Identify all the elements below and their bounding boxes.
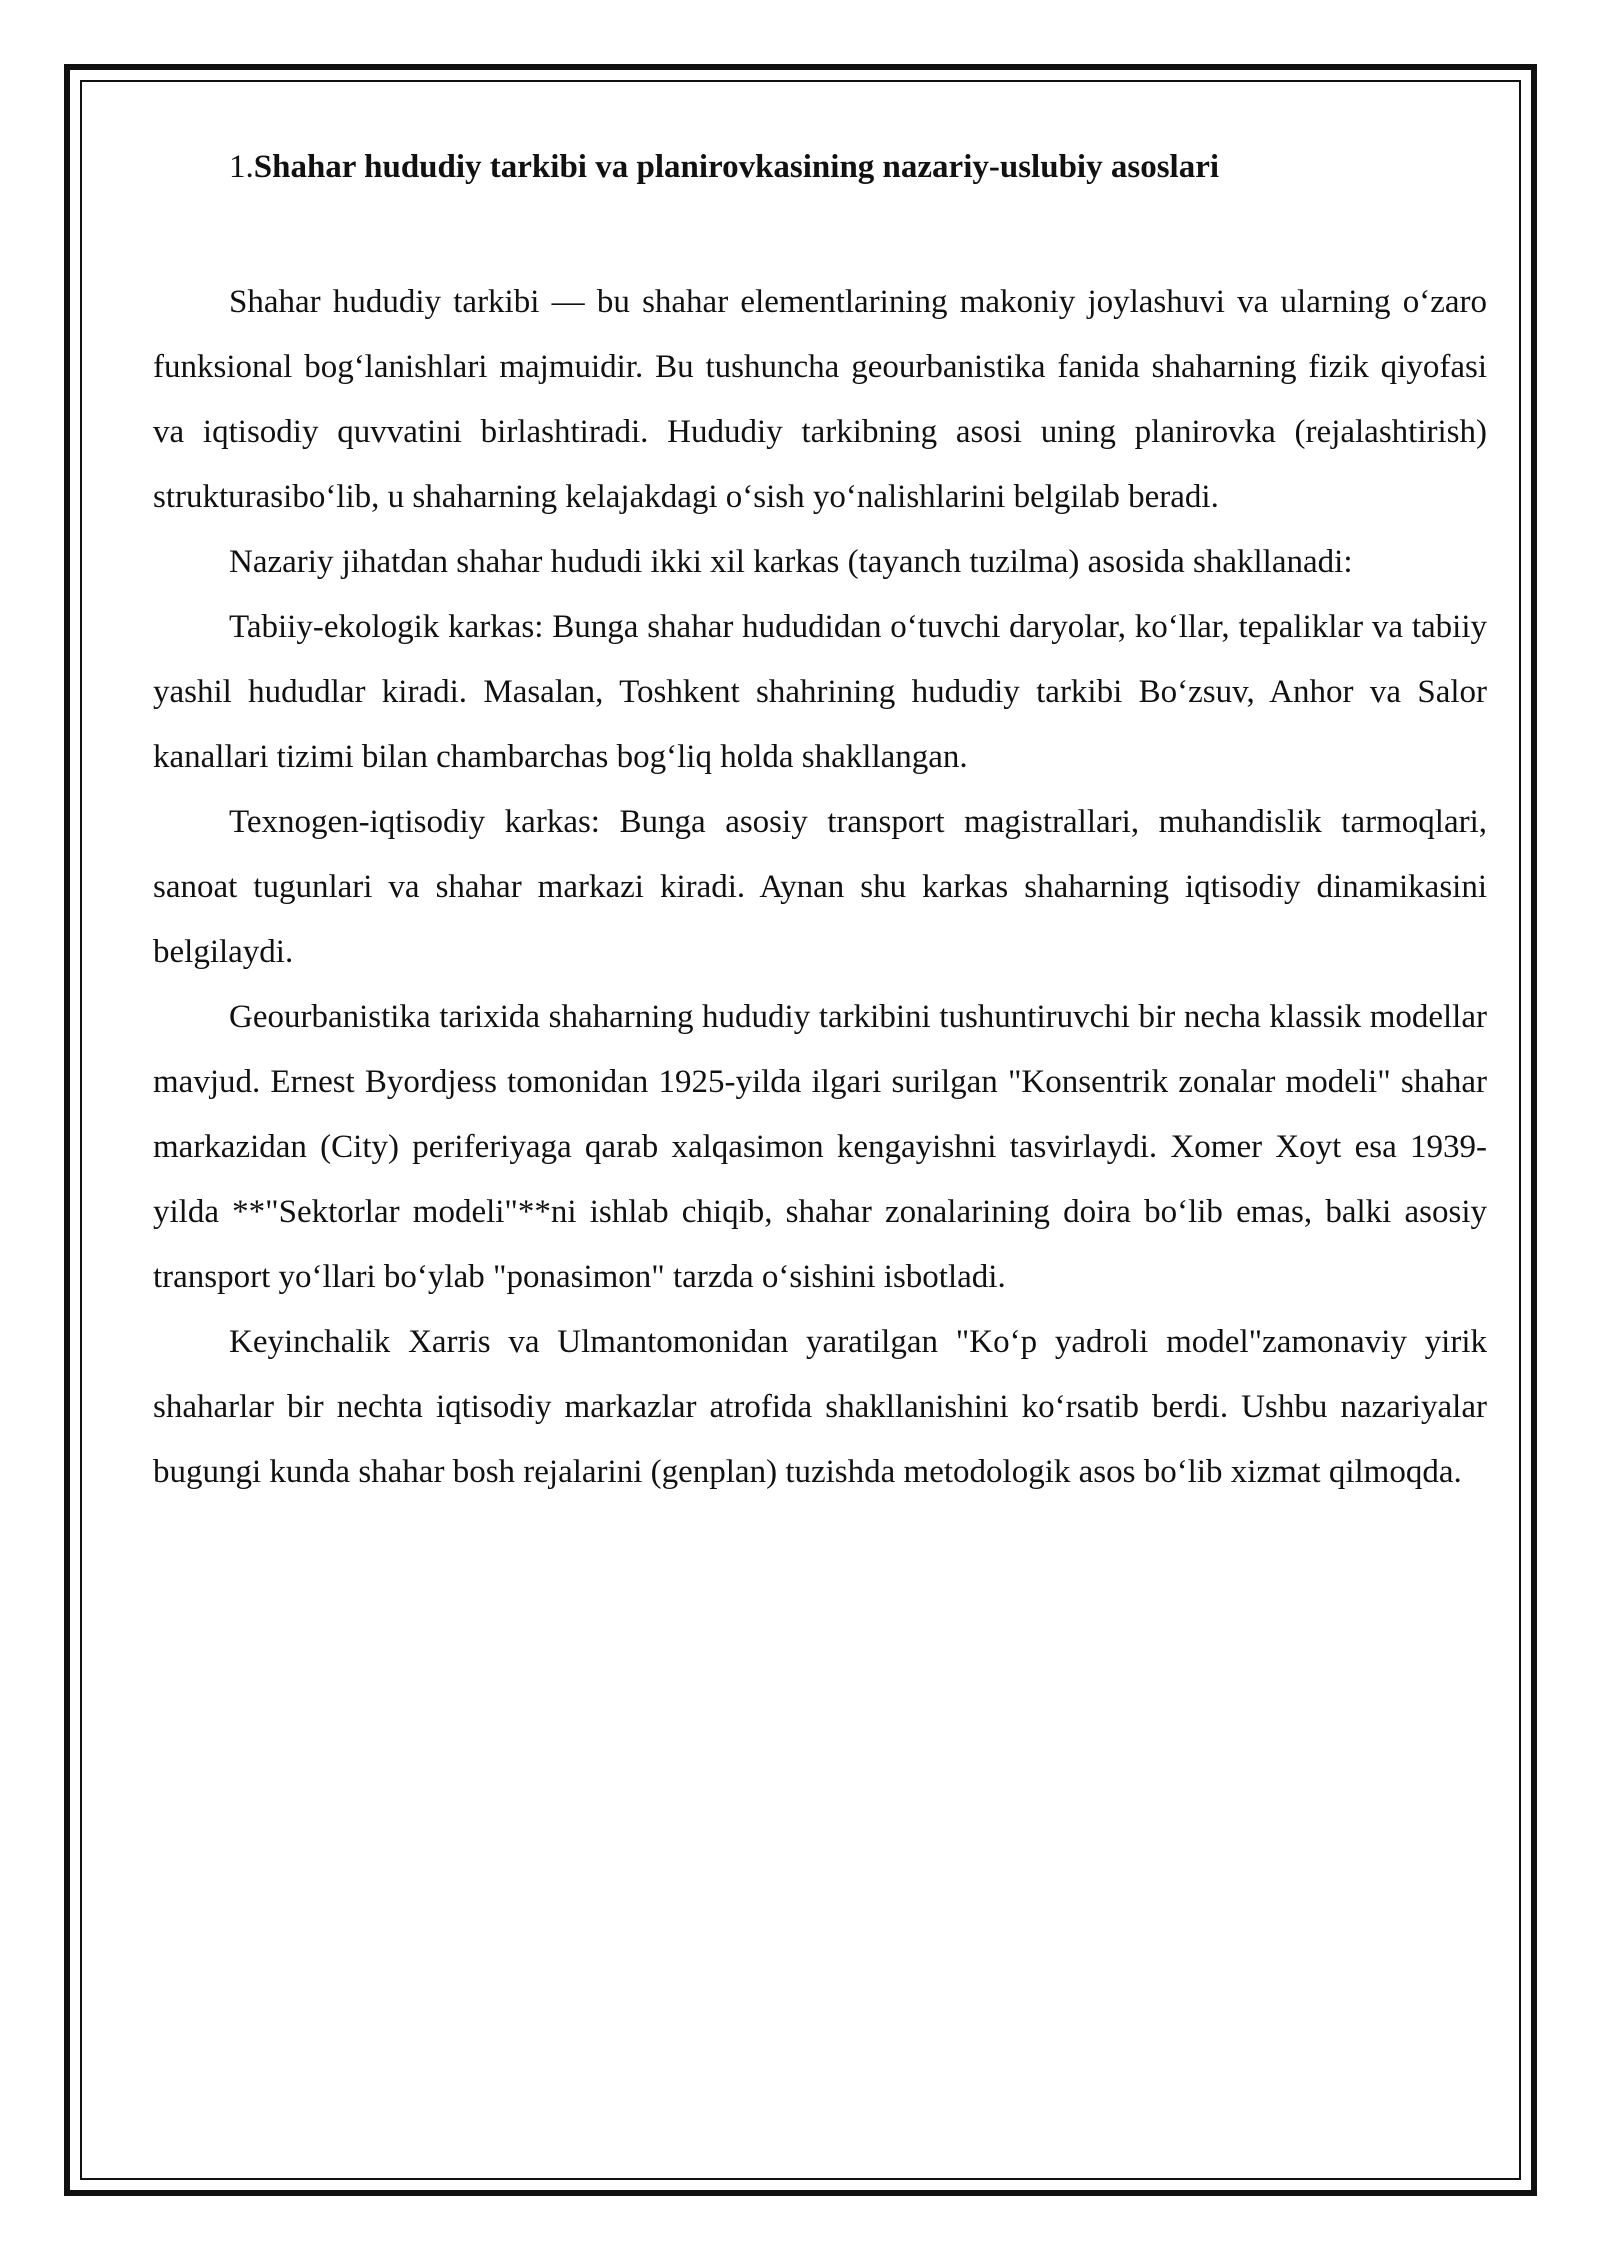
- paragraph-natural-karkas: Tabiiy-ekologik karkas: Bunga shahar hududidan o‘tuvchi daryolar, ko‘llar, tepaliklar va tabiiy yashil hududlar kiradi. Masalan, Toshkent shahrining hududiy tarkibi Bo‘zsuv, Anhor va Salor kanallari tizimi bilan chambarchas bog‘liq holda shakllangan.: [153, 608, 1487, 775]
- section-title: Shahar hududiy tarkibi va planirovkasining nazariy-uslubiy asoslari: [253, 149, 1220, 185]
- section-number: 1.: [229, 149, 254, 185]
- paragraph-multi-nuclei-model: Keyinchalik Xarris va Ulmantomonidan yaratilgan "Ko‘p yadroli model"zamonaviy yirik shaharlar bir nechta iqtisodiy markazlar atrofida shakllanishini ko‘rsatib berdi. Ushbu nazariyalar bugungi kunda shahar bosh rejalarini (genplan) tuzishda metodologik asos bo‘lib xizmat qilmoqda.: [153, 1323, 1487, 1490]
- paragraph-karkas-intro: Nazariy jihatdan shahar hududi ikki xil karkas (tayanch tuzilma) asosida shakllanadi:: [229, 543, 1353, 580]
- paragraph-classic-models: Geourbanistika tarixida shaharning hududiy tarkibini tushuntiruvchi bir necha klassik modellar mavjud. Ernest Byordjess tomonidan 1925-yilda ilgari surilgan "Konsentrik zonalar modeli" shahar markazidan (City) periferiyaga qarab xalqasimon kengayishni tasvirlaydi. Xomer Xoyt esa 1939-yilda **"Sektorlar modeli"**ni ishlab chiqib, shahar zonalarining doira bo‘lib emas, balki asosiy transport yo‘llari bo‘ylab "ponasimon" tarzda o‘sishini isbotladi.: [153, 998, 1487, 1295]
- section-heading: [229, 148, 1487, 188]
- document-body: [153, 148, 1487, 1505]
- paragraph-technogenic-karkas: Texnogen-iqtisodiy karkas: Bunga asosiy transport magistrallari, muhandislik tarmoqlari, sanoat tugunlari va shahar markazi kiradi. Aynan shu karkas shaharning iqtisodiy dinamikasini belgilaydi.: [153, 803, 1487, 970]
- paragraph-definition: Shahar hududiy tarkibi — bu shahar elementlarining makoniy joylashuvi va ularning o‘zaro funksional bog‘lanishlari majmuidir. Bu tushuncha geourbanistika fanida shaharning fizik qiyofasi va iqtisodiy quvvatini birlashtiradi. Hududiy tarkibning asosi uning planirovka (rejalashtirish) strukturasibo‘lib, u shaharning kelajakdagi o‘sish yo‘nalishlarini belgilab beradi.: [153, 283, 1487, 515]
